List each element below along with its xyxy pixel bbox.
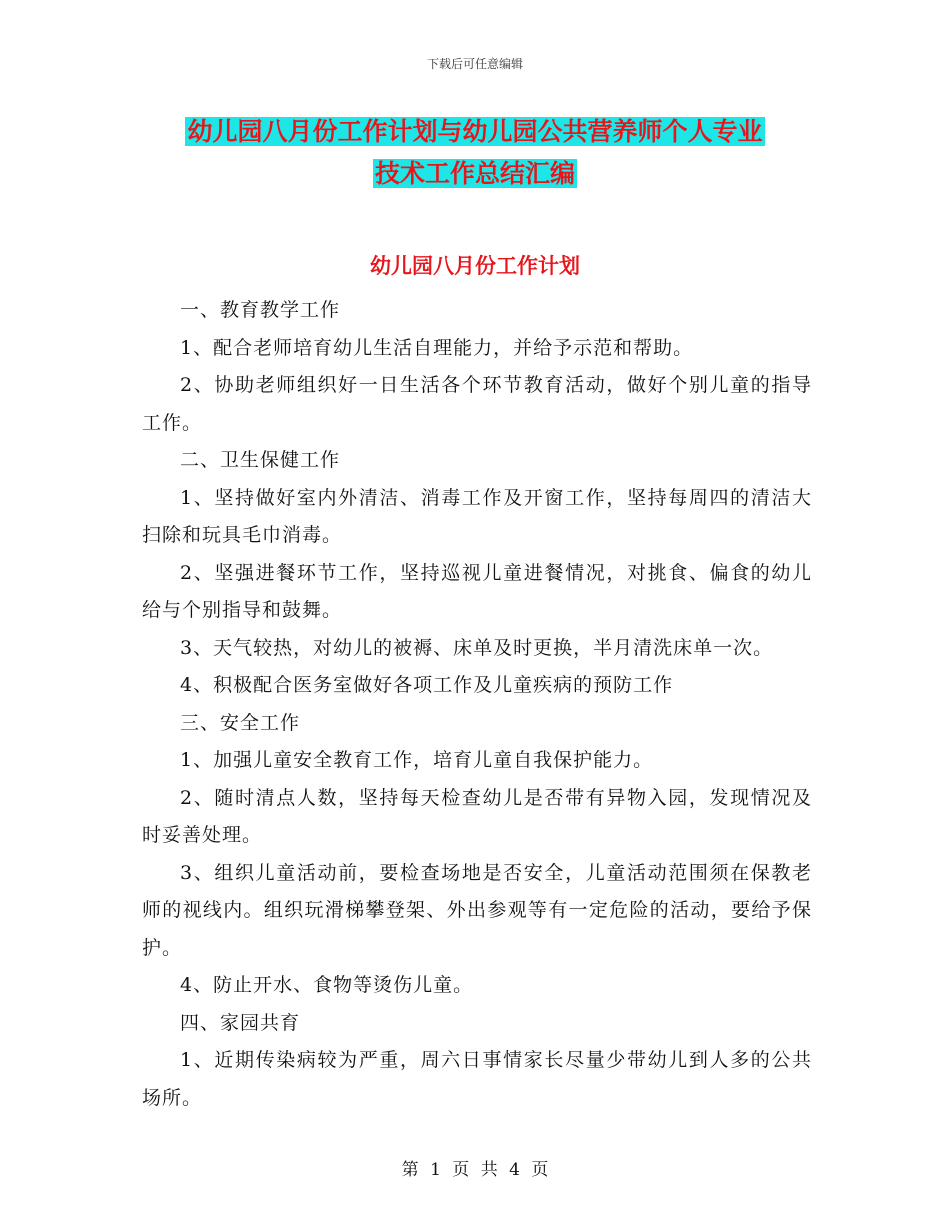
title-highlight-2: 技术工作总结汇编: [374, 159, 575, 188]
paragraph: 四、家园共育: [180, 1011, 301, 1034]
paragraph: 1、近期传染病较为严重，周六日事情家长尽量少带幼儿到人多的公共场所。: [142, 1049, 812, 1109]
paragraph: 2、协助老师组织好一日生活各个环节教育活动，做好个别儿童的指导工作。: [142, 374, 812, 434]
paragraph: 1、配合老师培育幼儿生活自理能力，并给予示范和帮助。: [180, 336, 694, 359]
paragraph: 1、加强儿童安全教育工作，培育儿童自我保护能力。: [180, 749, 654, 771]
paragraph: 4、防止开水、食物等烫伤儿童。: [180, 974, 474, 996]
body-text: [142, 292, 812, 1117]
document-title-line-2: [0, 155, 950, 193]
paragraph: 一、教育教学工作: [180, 299, 341, 321]
paragraph: 2、随时清点人数，坚持每天检查幼儿是否带有异物入园，发现情况及时妥善处理。: [142, 786, 812, 846]
page-footer: 第 1 页 共 4 页: [401, 1160, 549, 1180]
paragraph: 3、天气较热，对幼儿的被褥、床单及时更换，半月清洗床单一次。: [180, 636, 774, 659]
document-title-line-1: [0, 113, 950, 151]
header-note: 下载后可任意编辑: [426, 57, 523, 71]
paragraph: 三、安全工作: [180, 711, 301, 734]
paragraph: 4、积极配合医务室做好各项工作及儿童疾病的预防工作: [180, 674, 674, 696]
title-highlight-1: 幼儿园八月份工作计划与幼儿园公共营养师个人专业: [187, 117, 763, 146]
section-title: 幼儿园八月份工作计划: [370, 254, 580, 278]
paragraph: 1、坚持做好室内外清洁、消毒工作及开窗工作，坚持每周四的清洁大扫除和玩具毛巾消毒。: [142, 486, 812, 546]
paragraph: 二、卫生保健工作: [180, 449, 341, 471]
paragraph: 2、坚强进餐环节工作，坚持巡视儿童进餐情况，对挑食、偏食的幼儿给与个别指导和鼓舞。: [142, 561, 812, 621]
paragraph: 3、组织儿童活动前，要检查场地是否安全，儿童活动范围须在保教老师的视线内。组织玩滑梯攀登架、外出参观等有一定危险的活动，要给予保护。: [142, 861, 812, 959]
